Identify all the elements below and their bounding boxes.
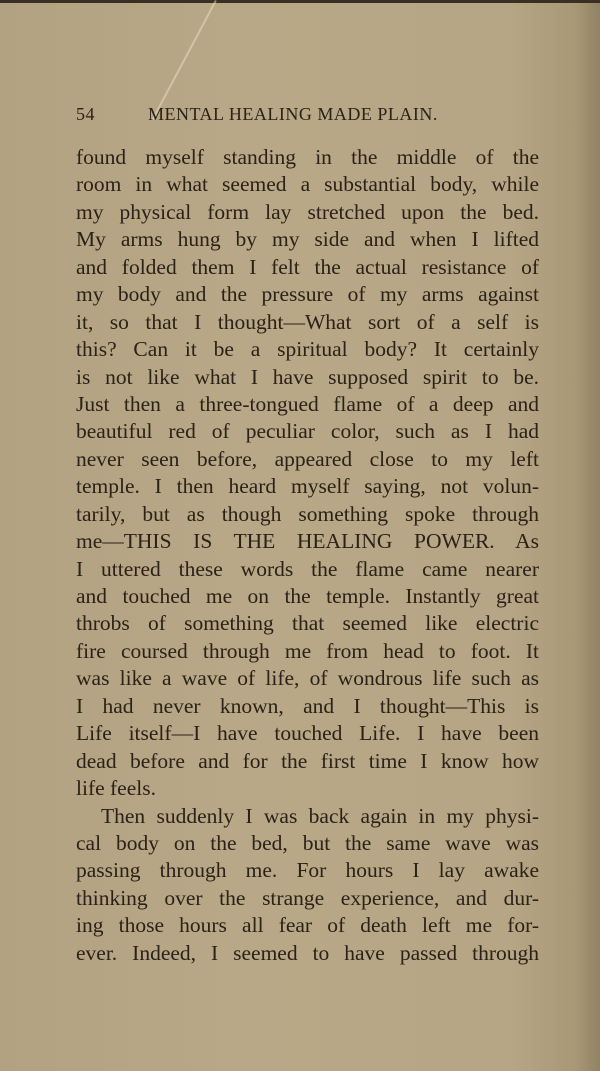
text-line: was like a wave of life, of wondrous life such as (76, 666, 539, 691)
text-line: my physical form lay stretched upon the bed. (76, 199, 539, 224)
text-line: found myself standing in the middle of the (76, 145, 539, 169)
text-line: room in what seemed a substantial body, while (76, 172, 539, 197)
text-line: it, so that I thought—What sort of a self is (76, 309, 539, 334)
text-line: and touched me on the temple. Instantly great (76, 584, 539, 608)
page-number: 54 (76, 104, 95, 124)
text-line: tarily, but as though something spoke through (76, 501, 539, 526)
text-line: this? Can it be a spiritual body? It certainly (76, 337, 539, 362)
text-line: my body and the pressure of my arms against (76, 282, 539, 307)
text-line: cal body on the bed, but the same wave was (76, 830, 539, 855)
text-line: passing through me. For hours I lay awake (76, 858, 539, 883)
text-line: fire coursed through me from head to foot. It (76, 638, 539, 663)
text-line: dead before and for the first time I know how (76, 748, 539, 773)
page-body (76, 144, 539, 967)
text-line: I had never known, and I thought—This is (76, 693, 539, 718)
text-line: ing those hours all fear of death left me for- (76, 913, 539, 938)
text-line: and folded them I felt the actual resistance of (76, 254, 539, 279)
text-line: thinking over the strange experience, and dur- (76, 885, 539, 910)
text-line: life feels. (76, 776, 156, 801)
text-line: Life itself—I have touched Life. I have been (76, 721, 539, 746)
text-line: I uttered these words the flame came nearer (76, 556, 539, 581)
text-line: throbs of something that seemed like electric (76, 611, 539, 636)
text-line: Then suddenly I was back again in my physi- (101, 803, 539, 828)
text-line: is not like what I have supposed spirit to be. (76, 364, 539, 389)
paper-crease (152, 0, 217, 120)
text-line: ever. Indeed, I seemed to have passed through (76, 940, 539, 965)
page-top-edge (0, 0, 600, 3)
running-title: MENTAL HEALING MADE PLAIN. (148, 104, 438, 124)
text-line: me—THIS IS THE HEALING POWER. As (76, 529, 539, 554)
text-line: temple. I then heard myself saying, not volun- (76, 474, 539, 499)
text-line: My arms hung by my side and when I lifted (76, 227, 539, 252)
text-line: never seen before, appeared close to my left (76, 446, 539, 471)
text-line: Just then a three-tongued flame of a deep and (76, 391, 539, 416)
text-line: beautiful red of peculiar color, such as I had (76, 419, 539, 444)
